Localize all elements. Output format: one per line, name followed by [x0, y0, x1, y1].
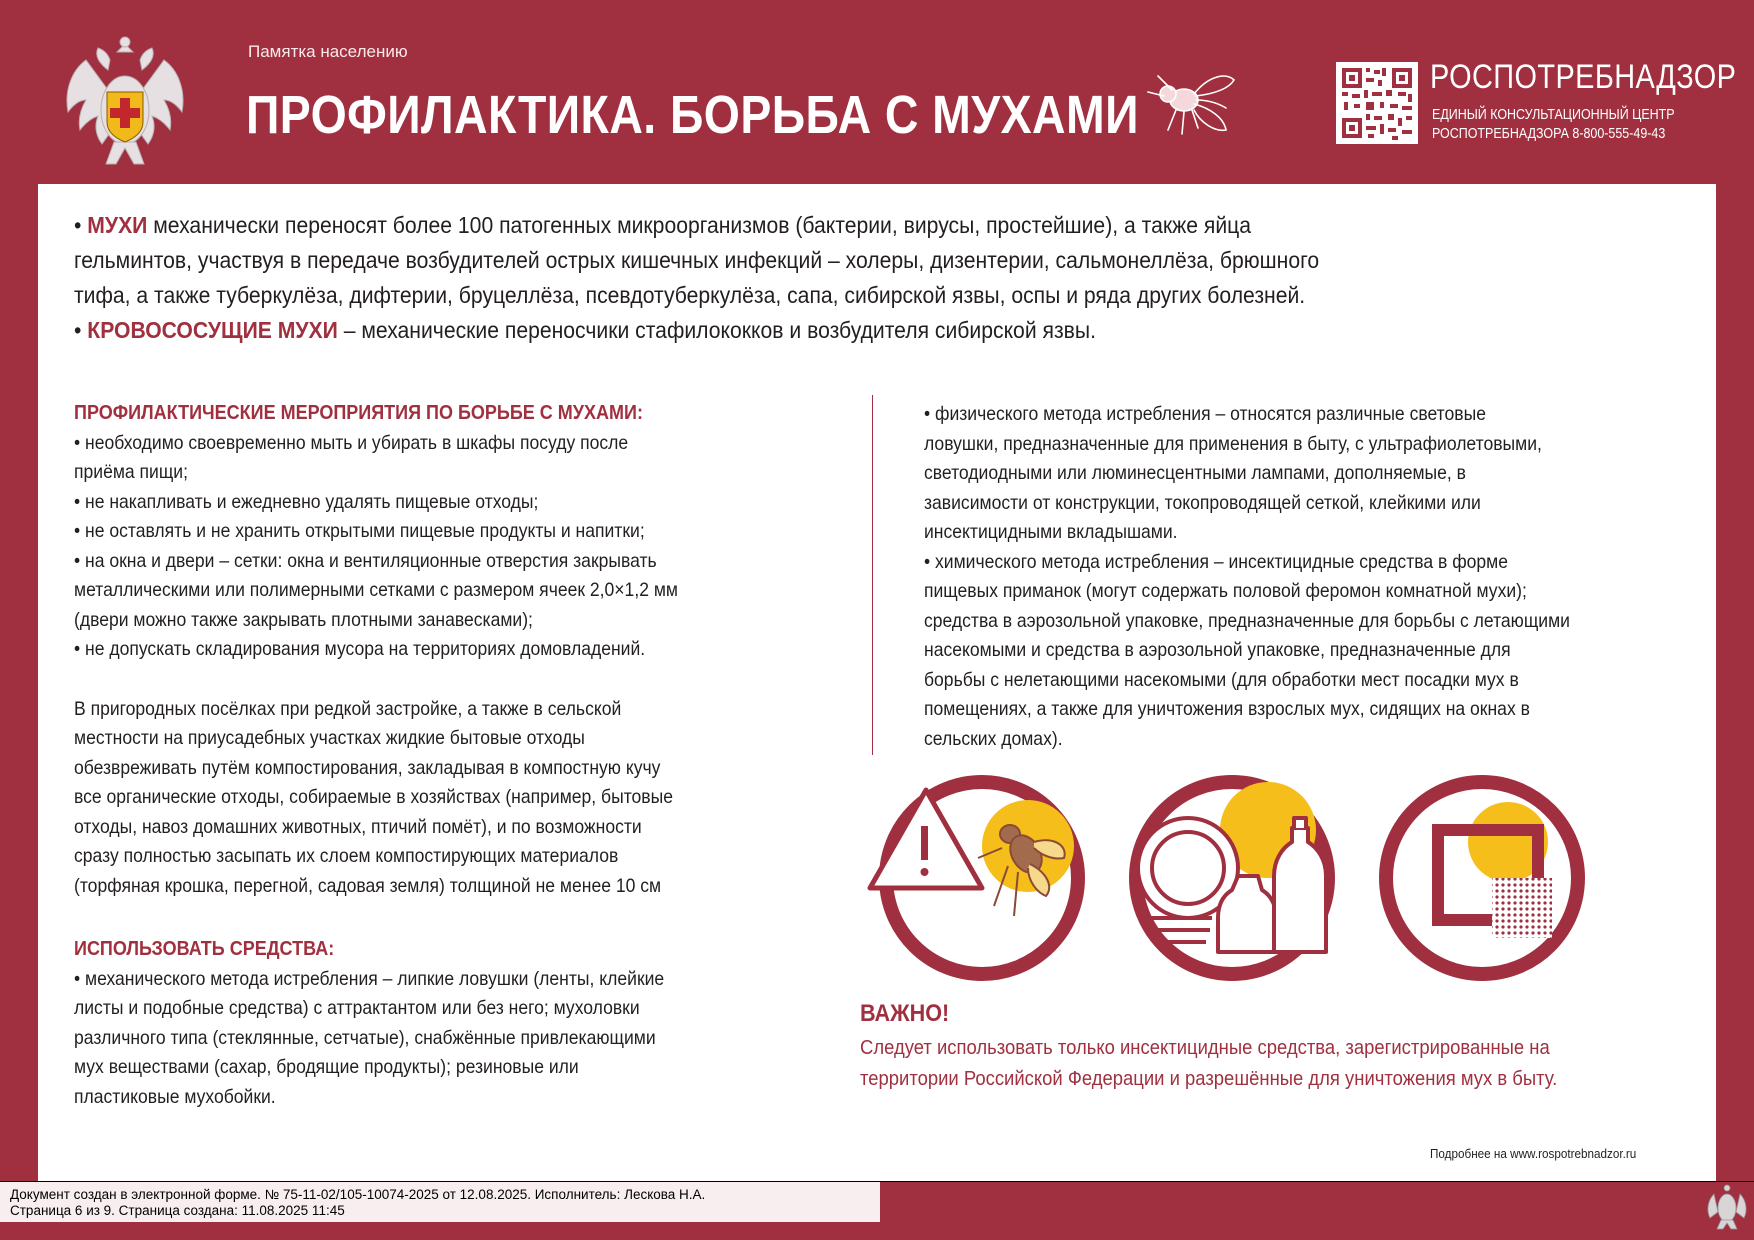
list-item: различного типа (стеклянные, сетчатые), снабжённые привлекающими	[74, 1026, 656, 1049]
list-item: (двери можно также закрывать плотными занавесками);	[74, 608, 533, 631]
list-item: сельских домах).	[924, 727, 1063, 750]
qr-code-icon[interactable]	[1336, 62, 1418, 144]
paragraph-line: отходы, навоз домашних животных, птичий помёт), и по возможности	[74, 815, 642, 838]
illustration-icons	[858, 768, 1678, 988]
intro-line-text: – механические переносчики стафилококков и возбудителя сибирской язвы.	[337, 317, 1096, 343]
list-item: средства в аэрозольной упаковке, предназначенные для борьбы с летающими	[924, 609, 1570, 632]
list-item: пищевых приманок (могут содержать половой феромон комнатной мухи);	[924, 580, 1527, 602]
right-column	[924, 400, 1684, 754]
important-line: Следует использовать только инсектицидные средства, зарегистрированные на	[860, 1036, 1550, 1059]
more-info-link[interactable]: Подробнее на www.rospotrebnadzor.ru	[1430, 1146, 1637, 1161]
important-line: территории Российской Федерации и разрешённые для уничтожения мух в быту.	[860, 1067, 1558, 1090]
intro-line: тифа, а также туберкулёза, дифтерии, бруцеллёза, псевдотуберкулёза, сапа, сибирской язвы, оспы и ряда других болезней.	[74, 282, 1306, 308]
stamp-line-1: Документ создан в электронной форме. № 75-11-02/105-10074-2025 от 12.08.2025. Исполнитель: Лескова Н.А.	[10, 1187, 706, 1202]
list-item: зависимости от конструкции, токопроводящей сеткой, клейкими или	[924, 491, 1481, 514]
spacer	[74, 665, 758, 695]
intro-line: гельминтов, участвуя в передаче возбудителей острых кишечных инфекций – холеры, дизентерии, сальмонеллёза, брюшного	[74, 247, 1320, 273]
paragraph-line: сразу полностью засыпать их слоем компостирующих материалов	[74, 845, 619, 867]
paragraph-line: все органические отходы, собираемые в хозяйствах (например, бытовые	[74, 786, 674, 808]
spacer	[74, 901, 758, 935]
list-item: ловушки, предназначенные для применения в быту, с ультрафиолетовыми,	[924, 432, 1542, 455]
section-heading-means: ИСПОЛЬЗОВАТЬ СРЕДСТВА:	[74, 938, 335, 960]
dishes-detergent-icon	[1136, 782, 1328, 974]
double-headed-eagle-emblem-icon	[56, 30, 194, 170]
keyword-bloodsucking-flies: КРОВОСОСУЩИЕ МУХИ	[87, 317, 338, 343]
intro-text	[74, 208, 1634, 348]
brand-hotline	[1432, 106, 1675, 144]
paragraph-line: В пригородных посёлках при редкой застройке, а также в сельской	[74, 697, 622, 720]
section-heading-prevention: ПРОФИЛАКТИЧЕСКИЕ МЕРОПРИЯТИЯ ПО БОРЬБЕ С МУХАМИ:	[74, 402, 643, 424]
list-item: • не оставлять и не хранить открытыми пищевые продукты и напитки;	[74, 520, 645, 542]
list-item: насекомыми и средства в аэрозольной упаковке, предназначенные для	[924, 639, 1511, 661]
fly-icon	[1144, 56, 1240, 152]
list-item: мух веществами (сахар, бродящие продукты); резиновые или	[74, 1056, 579, 1078]
list-item: пластиковые мухобойки.	[74, 1085, 276, 1108]
list-item: • на окна и двери – сетки: окна и вентиляционные отверстия закрывать	[74, 549, 657, 572]
list-item: борьбы с нелетающими насекомыми (для обработки мест посадки мух в	[924, 668, 1519, 691]
brand-sub-line: РОСПОТРЕБНАДЗОРА 8-800-555-49-43	[1432, 126, 1666, 142]
list-item: • физического метода истребления – относятся различные световые	[924, 403, 1486, 425]
poster-kicker: Памятка населению	[248, 42, 408, 61]
column-divider	[872, 395, 873, 755]
list-item: инсектицидными вкладышами.	[924, 521, 1178, 543]
list-item: помещениях, а также для уничтожения взрослых мух, сидящих на окнах в	[924, 698, 1530, 720]
list-item: • не накапливать и ежедневно удалять пищевые отходы;	[74, 490, 539, 513]
stamp-rule	[0, 1181, 1754, 1182]
list-item: металлическими или полимерными сетками с размером ячеек 2,0×1,2 мм	[74, 579, 678, 601]
list-item: • необходимо своевременно мыть и убирать в шкафы посуду после	[74, 431, 629, 454]
brand-sub-line: ЕДИНЫЙ КОНСУЛЬТАЦИОННЫЙ ЦЕНТР	[1432, 107, 1675, 123]
list-item: • механического метода истребления – липкие ловушки (ленты, клейкие	[74, 967, 665, 990]
left-column	[74, 399, 834, 1112]
paragraph-line: (торфяная крошка, перегной, садовая земля) толщиной не менее 10 см	[74, 874, 662, 897]
paragraph-line: местности на приусадебных участках жидкие бытовые отходы	[74, 727, 585, 749]
window-net-icon	[1386, 782, 1578, 974]
list-item: приёма пищи;	[74, 461, 188, 483]
brand-name: РОСПОТРЕБНАДЗОР	[1430, 58, 1737, 96]
keyword-flies: МУХИ	[87, 212, 148, 238]
list-item: светодиодными или люминесцентными лампами, дополняемые, в	[924, 462, 1466, 484]
poster-title: ПРОФИЛАКТИКА. БОРЬБА С МУХАМИ	[246, 85, 1139, 145]
list-item: листы и подобные средства) с аттрактантом или без него; мухоловки	[74, 997, 640, 1019]
intro-line: • КРОВОСОСУЩИЕ МУХИ – механические переносчики стафилококков и возбудителя сибирской язвы.	[74, 317, 1096, 343]
stamp-line-2: Страница 6 из 9. Страница создана: 11.08.2025 11:45	[10, 1203, 345, 1218]
intro-line: • МУХИ механически переносят более 100 патогенных микроорганизмов (бактерии, вирусы, простейшие), а также яйца	[74, 212, 1252, 238]
list-item: • химического метода истребления – инсектицидные средства в форме	[924, 550, 1508, 573]
paragraph-line: обезвреживать путём компостирования, закладывая в компостную кучу	[74, 756, 661, 779]
list-item: • не допускать складирования мусора на территориях домовладений.	[74, 638, 646, 660]
document-stamp	[10, 1187, 705, 1219]
intro-line-text: механически переносят более 100 патогенных микроорганизмов (бактерии, вирусы, простейшие), а также яйца	[147, 212, 1252, 238]
important-heading: ВАЖНО!	[860, 1000, 950, 1027]
warning-fly-icon	[870, 782, 1078, 974]
important-text	[860, 1032, 1635, 1094]
small-emblem-icon	[1706, 1184, 1748, 1230]
